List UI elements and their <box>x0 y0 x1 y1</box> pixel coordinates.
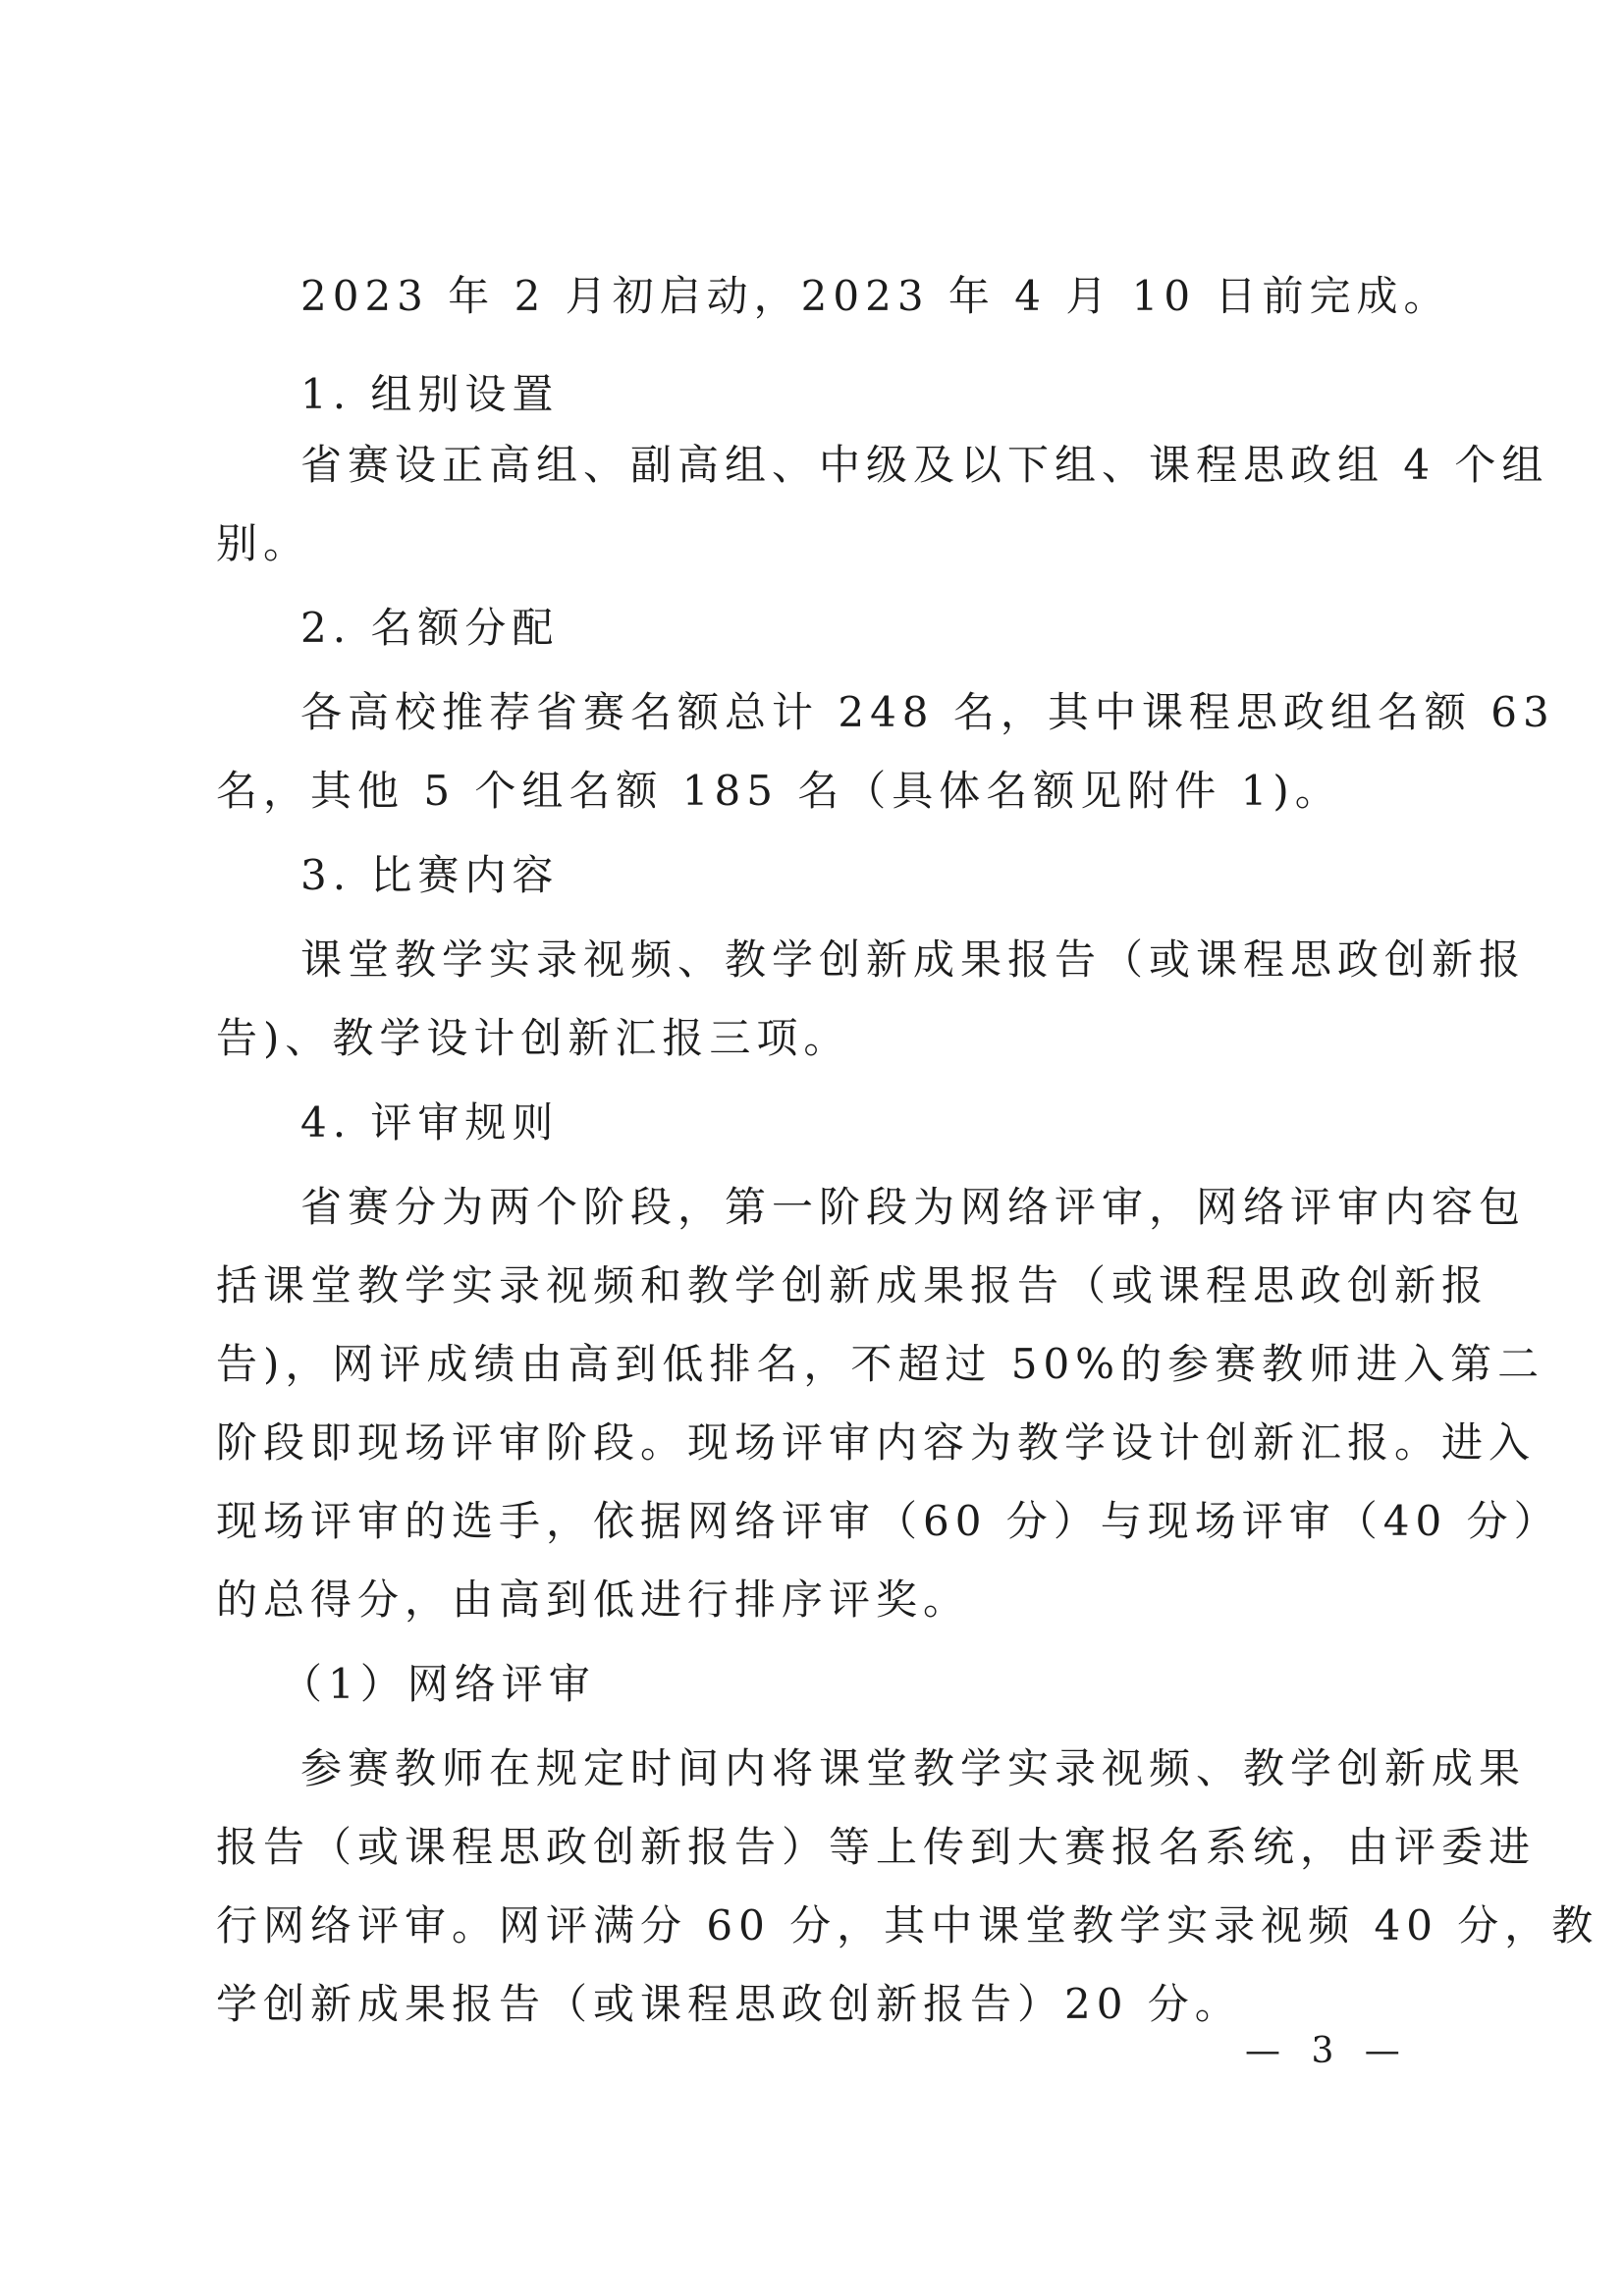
text-line: 名，其他 5 个组名额 185 名（具体名额见附件 1)。 <box>216 767 1342 815</box>
text-line: 现场评审的选手，依据网络评审（60 分）与现场评审（40 分） <box>216 1497 1561 1545</box>
text-line: 别。 <box>216 519 311 567</box>
subsection-heading: （1）网络评审 <box>281 1660 596 1708</box>
text-line: 告)、教学设计创新汇报三项。 <box>216 1014 851 1062</box>
page-number: — 3 — <box>1245 2031 1410 2071</box>
text-line: 的总得分，由高到低进行排序评奖。 <box>216 1575 971 1624</box>
text-line: 告)，网评成绩由高到低排名，不超过 50%的参赛教师进入第二 <box>216 1340 1545 1388</box>
text-line: 省赛设正高组、副高组、中级及以下组、课程思政组 4 个组 <box>300 441 1549 489</box>
text-line: 括课堂教学实录视频和教学创新成果报告（或课程思政创新报 <box>216 1261 1489 1309</box>
text-line: 2023 年 2 月初启动，2023 年 4 月 10 日前完成。 <box>300 272 1451 320</box>
text-line: 课堂教学实录视频、教学创新成果报告（或课程思政创新报 <box>300 935 1527 984</box>
text-line: 省赛分为两个阶段，第一阶段为网络评审，网络评审内容包 <box>300 1183 1527 1231</box>
text-line: 报告（或课程思政创新报告）等上传到大赛报名系统，由评委进 <box>216 1823 1537 1871</box>
section-heading: 2. 名额分配 <box>300 604 560 652</box>
text-line: 行网络评审。网评满分 60 分，其中课堂教学实录视频 40 分，教 <box>216 1901 1599 1949</box>
section-heading: 3. 比赛内容 <box>300 851 560 899</box>
text-line: 各高校推荐省赛名额总计 248 名，其中课程思政组名额 63 <box>300 688 1555 736</box>
section-heading: 1. 组别设置 <box>300 370 560 418</box>
section-heading: 4. 评审规则 <box>300 1098 560 1147</box>
text-line: 学创新成果报告（或课程思政创新报告）20 分。 <box>216 1980 1242 2028</box>
text-line: 阶段即现场评审阶段。现场评审内容为教学设计创新汇报。进入 <box>216 1418 1537 1467</box>
text-line: 参赛教师在规定时间内将课堂教学实录视频、教学创新成果 <box>300 1744 1527 1792</box>
